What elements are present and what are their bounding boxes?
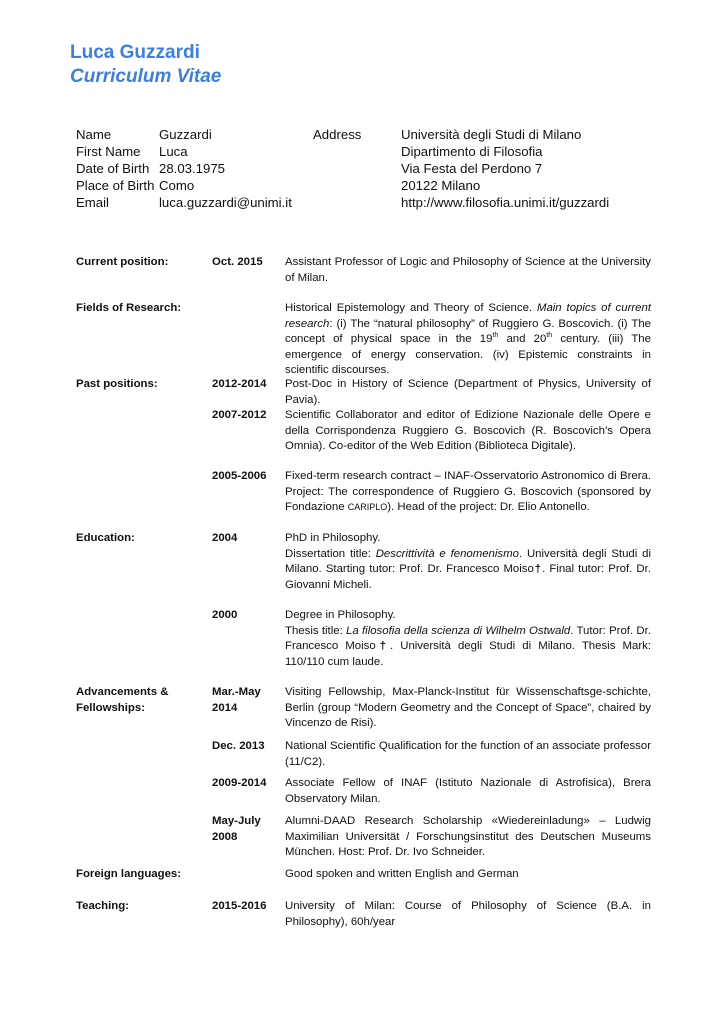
entry-text: Visiting Fellowship, Max-Planck-Institut für Wissenschaftsge-schichte, Berlin (group “Modern Geometry and the Concept of Space”, chaired by Vincenzo de Risi).	[285, 686, 651, 730]
entry-date: 2004	[212, 532, 238, 544]
entry-text: Associate Fellow of INAF (Istituto Nazionale di Astrofisica), Brera Observatory Milan.	[285, 777, 651, 805]
entry-text: Historical Epistemology and Theory of Science. Main topics of current research: (i) The “natural philosophy” of Ruggiero G. Boscovich. (i) The concept of physical space in the 19th and 20th century. (iii) The emergence of energy conservation. (iv) Epistemic constraints in scientific discourses.	[285, 302, 651, 377]
entry-text: National Scientific Qualification for the function of an associate professor (11/C2).	[285, 740, 651, 768]
entry-text: Good spoken and written English and German	[285, 868, 519, 880]
entry-date: Mar.-May 2014	[212, 686, 261, 714]
entry-date: 2009-2014	[212, 777, 267, 789]
section-label: Teaching:	[76, 900, 129, 912]
entry-date: 2007-2012	[212, 409, 267, 421]
birth-date-value: 28.03.1975	[159, 161, 226, 176]
entry-date: Oct. 2015	[212, 256, 263, 268]
homepage-link[interactable]: http://www.filosofia.unimi.it/guzzardi	[401, 195, 610, 210]
entry-text: Alumni-DAAD Research Scholarship «Wiedereinladung» – Ludwig Maximilian Universität / Forschungsinstitut des Deutschen Museums München. Host: Prof. Dr. Ivo Schneider.	[285, 815, 651, 859]
entry-date: 2000	[212, 609, 238, 621]
cv-author-name: Luca Guzzardi	[70, 42, 200, 63]
address-label: Address	[313, 127, 362, 142]
personal-values	[159, 126, 292, 211]
email-label: Email	[76, 195, 109, 210]
section-label: Fields of Research:	[76, 302, 182, 314]
address-line: Università degli Studi di Milano	[401, 127, 582, 142]
address-line: Dipartimento di Filosofia	[401, 144, 543, 159]
entry-date: 2005-2006	[212, 470, 267, 482]
entry-text: Degree in Philosophy. Thesis title: La filosofia della scienza di Wilhelm Ostwald. Tutor: Prof. Dr. Francesco Moiso†. Università degli Studi di Milano. Thesis Mark: 110/110 cum laude.	[285, 609, 651, 668]
personal-labels	[76, 126, 154, 211]
entry-date: 2015-2016	[212, 900, 267, 912]
entry-text: Fixed-term research contract – INAF-Osservatorio Astronomico di Brera. Project: The correspondence of Ruggiero G. Boscovich (sponsored by Fondazione CARIPLO). Head of the project: Dr. Elio Antonello.	[285, 470, 651, 514]
section-label: Advancements & Fellowships:	[76, 686, 169, 714]
cv-sections	[76, 255, 651, 935]
section-label: Education:	[76, 532, 135, 544]
first-name-value: Luca	[159, 144, 188, 159]
entry-date: 2012-2014	[212, 378, 267, 390]
address-line: Via Festa del Perdono 7	[401, 161, 543, 176]
birth-date-label: Date of Birth	[76, 161, 150, 176]
cv-title: Curriculum Vitae	[70, 66, 222, 87]
entry-text: PhD in Philosophy. Dissertation title: Descrittività e fenomenismo. Università degli Studi di Milano. Starting tutor: Prof. Dr. Francesco Moiso†. Final tutor: Prof. Dr. Giovanni Micheli.	[285, 532, 651, 591]
entry-date: May-July 2008	[212, 815, 261, 843]
address-block	[401, 126, 609, 211]
section-label: Past positions:	[76, 378, 158, 390]
email-value[interactable]: luca.guzzardi@unimi.it	[159, 195, 292, 210]
entry-text: Scientific Collaborator and editor of Edizione Nazionale delle Opere e della Corrispondenza Ruggiero G. Boscovich (R. Boscovich’s Opera Omnia). Co-editor of the Web Edition (Biblioteca Digitale).	[285, 409, 651, 453]
entry-date: Dec. 2013	[212, 740, 265, 752]
entry-text: Assistant Professor of Logic and Philosophy of Science at the University of Milan.	[285, 256, 651, 284]
name-value: Guzzardi	[159, 127, 212, 142]
birth-place-label: Place of Birth	[76, 178, 155, 193]
section-label: Current position:	[76, 256, 169, 268]
first-name-label: First Name	[76, 144, 141, 159]
entry-text: Post-Doc in History of Science (Department of Physics, University of Pavia).	[285, 378, 651, 406]
name-label: Name	[76, 127, 112, 142]
entry-text: University of Milan: Course of Philosophy of Science (B.A. in Philosophy), 60h/year	[285, 900, 651, 928]
address-line: 20122 Milano	[401, 178, 481, 193]
birth-place-value: Como	[159, 178, 195, 193]
section-label: Foreign languages:	[76, 868, 182, 880]
